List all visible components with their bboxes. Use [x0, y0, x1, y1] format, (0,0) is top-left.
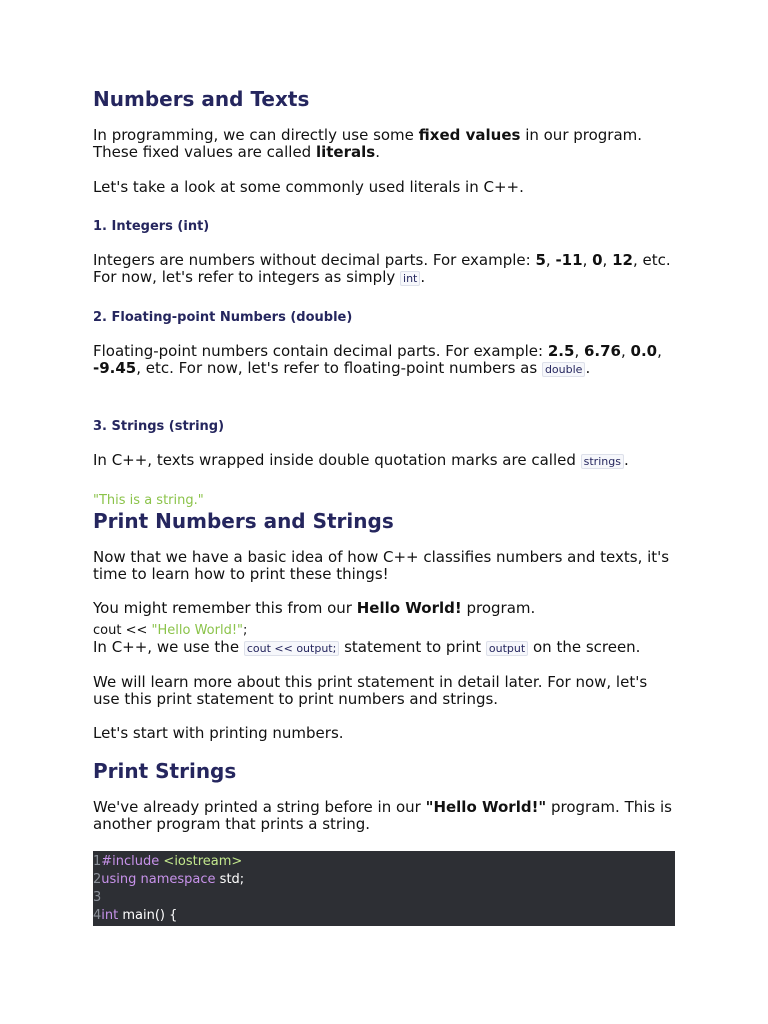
- cout-string: "Hello World!": [151, 623, 244, 638]
- code-keyword: int: [101, 908, 119, 923]
- code-keyword: #include: [101, 854, 160, 869]
- integers-text: Integers are numbers without decimal parts. For example:: [93, 251, 536, 269]
- double-example: 0.0: [630, 342, 658, 360]
- strings-text: In C++, texts wrapped inside double quotation marks are called: [93, 451, 581, 469]
- cout-text: In C++, we use the: [93, 638, 244, 656]
- strings-intro-text: We've already printed a string before in our: [93, 798, 426, 816]
- code-line: [93, 907, 675, 925]
- intro-paragraph: [93, 127, 675, 161]
- hello-world-quoted-bold: "Hello World!": [425, 798, 547, 816]
- double-paragraph: Floating-point numbers contain decimal parts. For example: 2.5, 6.76, 0.0, -9.45, etc. For now, let's refer to floating-point numbers as double .: [93, 342, 662, 377]
- double-example: -9.45: [93, 359, 137, 377]
- code-include: <iostream>: [163, 854, 243, 869]
- code-block: [93, 851, 675, 926]
- start-printing-paragraph: Let's start with printing numbers.: [93, 724, 344, 742]
- hello-text: You might remember this from our: [93, 599, 357, 617]
- int-example: 5: [535, 251, 546, 269]
- int-example: 0: [592, 251, 603, 269]
- heading-strings: 3. Strings (string): [93, 419, 225, 434]
- integers-text: , etc. For now, let's refer to integers as simply: [93, 251, 671, 286]
- print-later-paragraph: We will learn more about this print statement in detail later. For now, let's use this print statement to print numbers and strings.: [93, 673, 648, 708]
- code-keyword: using namespace: [101, 872, 216, 887]
- code-text: std;: [215, 872, 245, 887]
- intro-text: in our program. These fixed values are called: [93, 126, 643, 161]
- cout-prefix: cout <<: [93, 623, 152, 638]
- hello-text: program.: [461, 599, 536, 617]
- int-example: 12: [612, 251, 633, 269]
- look-paragraph: Let's take a look at some commonly used literals in C++.: [93, 178, 524, 196]
- literals-bold: literals: [315, 143, 376, 161]
- inline-code-int: int: [400, 271, 420, 286]
- inline-code-strings: strings: [581, 454, 624, 469]
- section-title-numbers-texts: Numbers and Texts: [93, 87, 310, 111]
- hello-world-paragraph: [93, 600, 675, 617]
- cout-text: statement to print: [339, 638, 486, 656]
- inline-code-cout: cout << output;: [244, 641, 339, 656]
- line-number: 1: [93, 854, 102, 869]
- cout-text: on the screen.: [528, 638, 641, 656]
- strings-paragraph: In C++, texts wrapped inside double quotation marks are called strings .: [93, 451, 629, 469]
- cout-suffix: ;: [243, 623, 248, 638]
- inline-code-double: double: [542, 362, 586, 377]
- section-title-print-strings: Print Strings: [93, 759, 237, 783]
- intro-text: In programming, we can directly use some: [93, 126, 419, 144]
- heading-integers: 1. Integers (int): [93, 219, 210, 234]
- line-number: 2: [93, 872, 102, 887]
- code-line: [93, 889, 675, 907]
- line-number: 3: [93, 890, 102, 905]
- int-example: -11: [555, 251, 583, 269]
- line-number: 4: [93, 908, 102, 923]
- fixed-values-bold: fixed values: [418, 126, 521, 144]
- string-example: "This is a string.": [93, 493, 204, 508]
- section-title-print-numbers-strings: Print Numbers and Strings: [93, 509, 394, 533]
- double-text: Floating-point numbers contain decimal parts. For example:: [93, 342, 548, 360]
- code-line: [93, 871, 675, 889]
- hello-world-bold: Hello World!: [356, 599, 462, 617]
- integers-paragraph: Integers are numbers without decimal parts. For example: 5, -11, 0, 12, etc. For now, let's refer to integers as simply int .: [93, 251, 671, 286]
- print-strings-paragraph: [93, 799, 675, 833]
- print-intro-paragraph: Now that we have a basic idea of how C++ classifies numbers and texts, it's time to learn how to print these things!: [93, 548, 670, 583]
- strings-intro-text: program. This is another program that prints a string.: [93, 798, 672, 833]
- code-line: [93, 853, 675, 871]
- heading-floating-point: 2. Floating-point Numbers (double): [93, 310, 353, 325]
- inline-code-output: output: [486, 641, 528, 656]
- double-example: 6.76: [583, 342, 621, 360]
- code-text: main() {: [118, 908, 178, 923]
- cout-snippet: [93, 623, 247, 639]
- double-example: 2.5: [547, 342, 575, 360]
- intro-text: .: [375, 143, 380, 161]
- cout-explanation: [93, 639, 675, 657]
- double-text: , etc. For now, let's refer to floating-point numbers as: [136, 359, 542, 377]
